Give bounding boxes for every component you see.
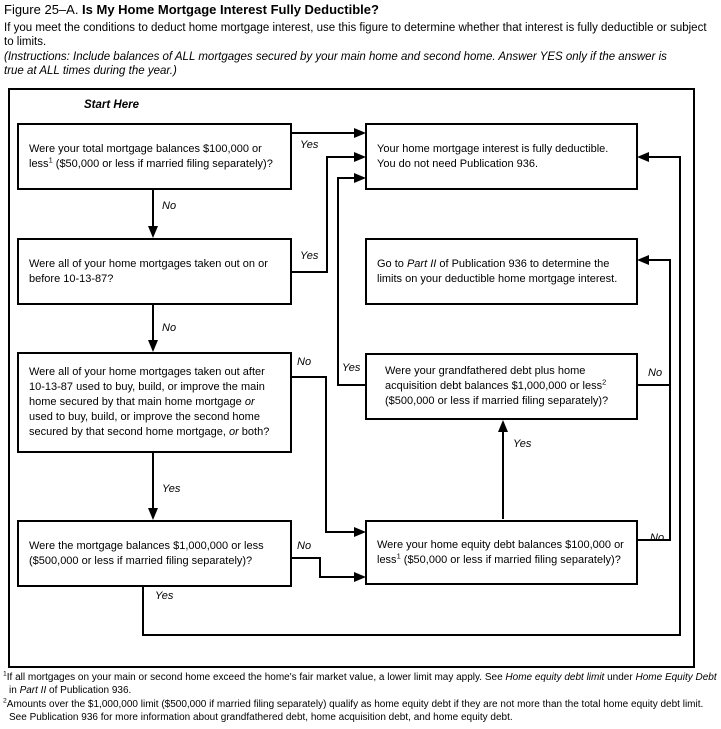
- start-here-label: Start Here: [84, 99, 139, 111]
- edge-label-q2-yes: Yes: [300, 250, 319, 262]
- edge-q4-no: [292, 558, 366, 582]
- flow-box-text: Go to Part II of Publication 936 to determine the limits on your deductible home mortgage interest.: [377, 257, 618, 285]
- edge-q2-no: [148, 304, 158, 352]
- edge-label-q4-yes: Yes: [155, 590, 174, 602]
- edge-label-grandfathered-yes: Yes: [342, 362, 361, 374]
- edge-label-home-equity-yes: Yes: [513, 438, 532, 450]
- flow-box-text: Were the mortgage balances $1,000,000 or less ($500,000 or less if married filing separately)?: [29, 539, 264, 567]
- figure-title-text: Is My Home Mortgage Interest Fully Deductible?: [78, 2, 379, 17]
- edge-label-q4-no: No: [297, 540, 312, 552]
- edge-q3-yes: [148, 452, 158, 520]
- footnote-2: $^2$Amounts over the $1,000,000 limit ($500,000 if married filing separately) qualify as home equity debt if they are not more than the total home equity debt limit. See Publication 936 for more information about grandfathered debt, home acquisition debt, and home equity debt.: [3, 697, 704, 723]
- edge-q3-no: [292, 377, 366, 537]
- flow-box-fully-deductible-result: [365, 123, 638, 190]
- flow-box-text: Were all of your home mortgages taken out on or before 10-13-87?: [29, 257, 268, 285]
- edge-home-equity-yes: [498, 420, 508, 519]
- flow-box-after-101387-question: [17, 352, 292, 453]
- flow-box-text: Were all of your home mortgages taken out after 10-13-87 used to buy, build, or improve the main home secured by that main home mortgage or used to buy, build, or improve the second home secured by that second home mortgage, or both?: [29, 366, 270, 438]
- footnote-ref-1: 1: [396, 550, 401, 560]
- edge-label-home-equity-no: No: [650, 532, 665, 544]
- edge-home-equity-no: [637, 255, 670, 540]
- flow-box-home-equity-question: [365, 520, 638, 585]
- footnote-1: $^1$If all mortgages on your main or second home exceed the home's fair market value, a lower limit may apply. See Home equity debt limit under Home Equity Debt in Part II of Publication 936.: [3, 670, 717, 696]
- flow-box-million-limit-question: [17, 520, 292, 587]
- flow-box-text: Were your total mortgage balances $100,000 or less$^1$ ($50,000 or less if married filing separately)?: [29, 142, 273, 170]
- edge-grandfathered-yes: [338, 173, 366, 385]
- flow-box-text: Were your home equity debt balances $100,000 or less$^1$ ($50,000 or less if married filing separately)?: [377, 538, 624, 566]
- figure-instructions: (Instructions: Include balances of ALL mortgages secured by your main home and second home. Answer YES only if the answer is true at ALL times during the year.): [4, 51, 667, 77]
- flow-box-part2-result: [365, 238, 638, 305]
- figure-number: Figure 25–A.: [4, 2, 79, 17]
- edge-label-q3-no: No: [297, 356, 312, 368]
- edge-label-q1-yes: Yes: [300, 139, 319, 151]
- edge-q1-no: [148, 189, 158, 238]
- edge-label-q1-no: No: [162, 200, 177, 212]
- edge-q1-yes: [292, 128, 366, 138]
- flow-box-text: Your home mortgage interest is fully deductible. You do not need Publication 936.: [377, 142, 609, 170]
- footnotes: [3, 671, 719, 724]
- footnote-ref-2: 2: [602, 377, 607, 387]
- footnote-ref-1: 1: [48, 154, 53, 164]
- edge-label-q2-no: No: [162, 322, 177, 334]
- edge-label-grandfathered-no: No: [648, 367, 663, 379]
- flow-box-total-balance-question: [17, 123, 292, 190]
- flow-box-grandfathered-question: [365, 353, 638, 420]
- flow-box-before-101387-question: [17, 238, 292, 305]
- flow-box-text: Were your grandfathered debt plus home acquisition debt balances $1,000,000 or less$^2$ ($500,000 or less if married filing separately)?: [385, 365, 609, 407]
- figure-intro: If you meet the conditions to deduct home mortgage interest, use this figure to determine whether that interest is fully deductible or subject to limits.: [4, 22, 707, 48]
- edge-label-q3-yes: Yes: [162, 483, 181, 495]
